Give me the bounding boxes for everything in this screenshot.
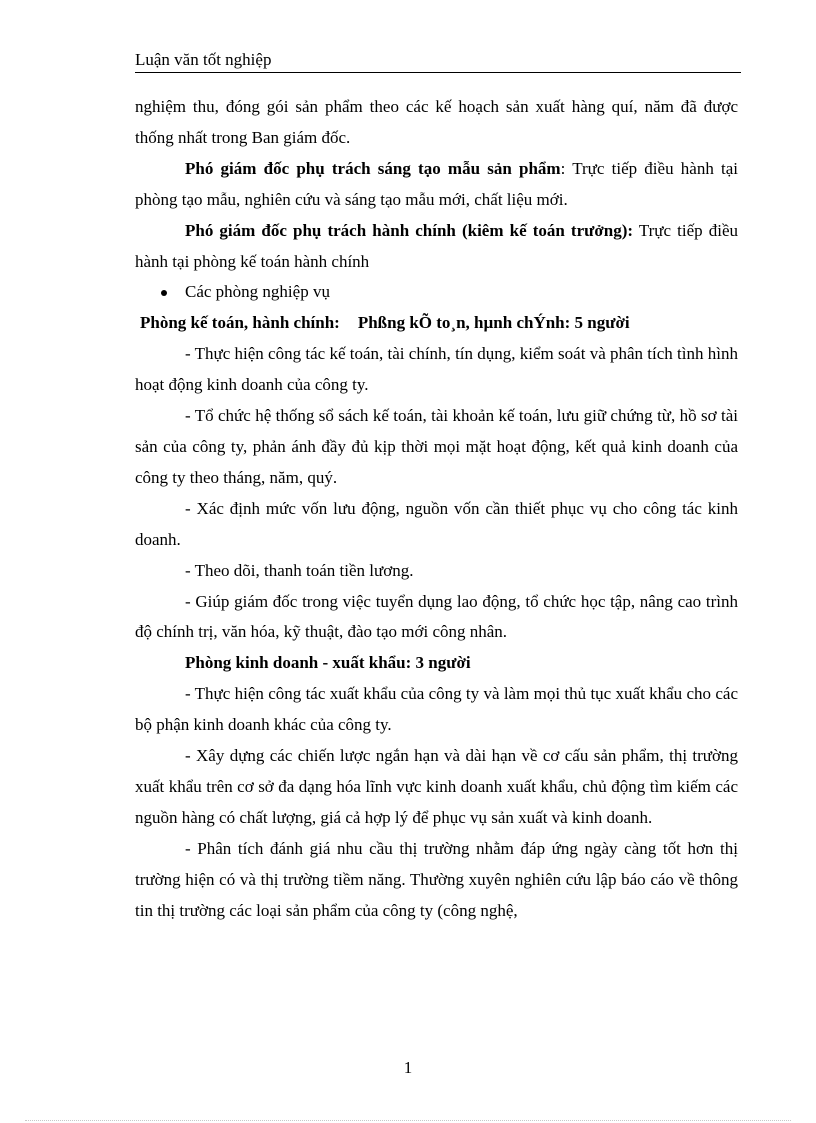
header-title: Luận văn tốt nghiệp (135, 50, 272, 69)
accounting-duty-1: - Thực hiện công tác kế toán, tài chính, tín dụng, kiểm soát và phân tích tình hình hoạt động kinh doanh của công ty. (135, 344, 738, 395)
paragraph-continuation: nghiệm thu, đóng gói sản phẩm theo các kế hoạch sản xuất hàng quí, năm đã được thống nhất trong Ban giám đốc. (135, 97, 738, 147)
accounting-duty-5: - Giúp giám đốc trong việc tuyển dụng lao động, tổ chức học tập, nâng cao trình độ chính trị, văn hóa, kỹ thuật, đào tạo mới công nhân. (135, 591, 738, 642)
export-duty-3: - Phân tích đánh giá nhu cầu thị trường nhằm đáp ứng ngày càng tốt hơn thị trường hiện có và thị trường tiềm năng. Thường xuyên nghiên cứu lập báo cáo về thông tin thị trường các loại sản phẩm của công ty (công nghệ, (135, 838, 738, 920)
page-number: 1 (403, 1058, 413, 1077)
page-edge-divider (25, 1120, 791, 1121)
bullet-text: Các phòng nghiệp vụ (185, 282, 330, 302)
department-title-garbled: Phßng kÕ to¸n, hµnh chÝnh: 5 người (357, 313, 630, 333)
export-duty-2: - Xây dựng các chiến lược ngắn hạn và dài hạn về cơ cấu sản phẩm, thị trường xuất khẩu trên cơ sở đa dạng hóa lĩnh vực kinh doanh xuất khẩu, chủ động tìm kiếm các nguồn hàng có chất lượng, giá cả hợp lý để phục vụ sản xuất và kinh doanh. (135, 746, 738, 827)
department-title: Phòng kinh doanh - xuất khẩu: 3 người (185, 653, 471, 673)
accounting-duty-2: - Tổ chức hệ thống sổ sách kế toán, tài khoản kế toán, lưu giữ chứng từ, hồ sơ tài sản của công ty, phản ánh đầy đủ kịp thời mọi mặt hoạt động, kết quả kinh doanh của công ty theo tháng, năm, quý. (135, 406, 738, 487)
department-heading-accounting (140, 308, 738, 339)
export-duty-1: - Thực hiện công tác xuất khẩu của công ty và làm mọi thủ tục xuất khẩu cho các bộ phận kinh doanh khác của công ty. (135, 684, 738, 735)
deputy-design-heading: Phó giám đốc phụ trách sáng tạo mẫu sản phẩm (185, 158, 561, 178)
accounting-duty-3: - Xác định mức vốn lưu động, nguồn vốn cần thiết phục vụ cho công tác kinh doanh. (135, 498, 738, 549)
paragraph-deputy-design (135, 154, 738, 216)
page-header (135, 49, 741, 73)
bullet-item (135, 277, 738, 308)
paragraph-deputy-admin (135, 216, 738, 278)
department-title: Phòng kế toán, hành chính: (140, 313, 340, 333)
document-body (135, 92, 738, 926)
deputy-admin-heading: Phó giám đốc phụ trách hành chính (kiêm kế toán trưởng): (185, 220, 634, 240)
department-heading-export (135, 648, 738, 679)
deputy-admin-text: Trực tiếp điều hành tại phòng kế toán hành chính (135, 220, 738, 271)
accounting-duty-4: - Theo dõi, thanh toán tiền lương. (185, 560, 414, 580)
deputy-design-text: : Trực tiếp điều hành tại phòng tạo mẫu, nghiên cứu và sáng tạo mẫu mới, chất liệu mới. (135, 158, 739, 209)
